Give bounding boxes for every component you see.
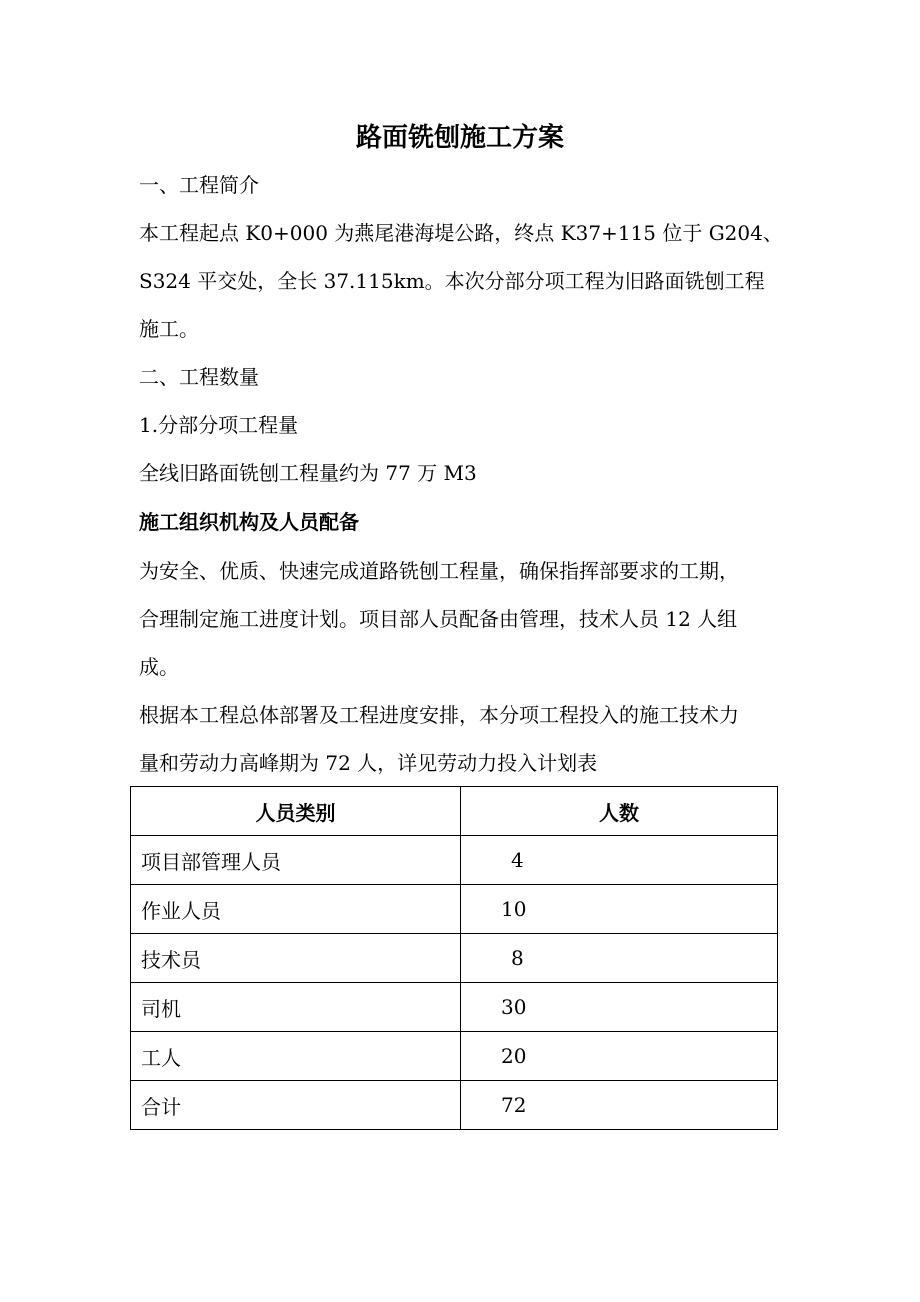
section-3-heading: 施工组织机构及人员配备: [139, 510, 359, 534]
cell-count: [461, 836, 778, 885]
section-3-text-line-1: 为安全、优质、快速完成道路铣刨工程量，确保指挥部要求的工期，: [139, 559, 739, 583]
section-1-text-line-1: 本工程起点 K0+000 为燕尾港海堤公路，终点 K37+115 位于 G204、: [139, 221, 783, 245]
section-2-text-line-1: 全线旧路面铣刨工程量约为 77 万 M3: [139, 461, 477, 485]
section-3-text-line-2: 合理制定施工进度计划。项目部人员配备由管理，技术人员 12 人组: [139, 607, 738, 631]
section-3-text-line-3: 成。: [139, 655, 179, 679]
table-row: [131, 1032, 778, 1081]
section-3-text-line-4: 根据本工程总体部署及工程进度安排，本分项工程投入的施工技术力: [139, 703, 739, 727]
table-row: [131, 836, 778, 885]
table-row: [131, 1081, 778, 1130]
cell-category: 工人: [131, 1032, 461, 1081]
cell-category: 司机: [131, 983, 461, 1032]
header-category: 人员类别: [131, 787, 461, 836]
cell-category: 作业人员: [131, 885, 461, 934]
section-2-subheading: 1.分部分项工程量: [139, 413, 299, 437]
cell-count: 72: [461, 1081, 778, 1130]
document-title: 路面铣刨施工方案: [355, 123, 564, 153]
header-count: 人数: [461, 787, 778, 836]
cell-category: 技术员: [131, 934, 461, 983]
cell-count-value: 8: [511, 946, 524, 970]
cell-category: 项目部管理人员: [131, 836, 461, 885]
section-1-text-line-2: S324 平交处，全长 37.115km。本次分部分项工程为旧路面铣刨工程: [139, 269, 765, 293]
table-row: [131, 934, 778, 983]
labor-plan-table: [130, 786, 778, 1130]
cell-count: 20: [461, 1032, 778, 1081]
table-row: [131, 885, 778, 934]
section-2-heading: 二、工程数量: [139, 365, 259, 389]
table-header-row: [131, 787, 778, 836]
cell-count: 30: [461, 983, 778, 1032]
cell-count-value: 4: [511, 848, 524, 872]
section-1-heading: 一、工程简介: [139, 173, 259, 197]
section-1-text-line-3: 施工。: [139, 317, 199, 341]
cell-count: [461, 934, 778, 983]
table-row: [131, 983, 778, 1032]
section-3-text-line-5: 量和劳动力高峰期为 72 人，详见劳动力投入计划表: [139, 751, 598, 775]
cell-count: 10: [461, 885, 778, 934]
cell-category: 合计: [131, 1081, 461, 1130]
